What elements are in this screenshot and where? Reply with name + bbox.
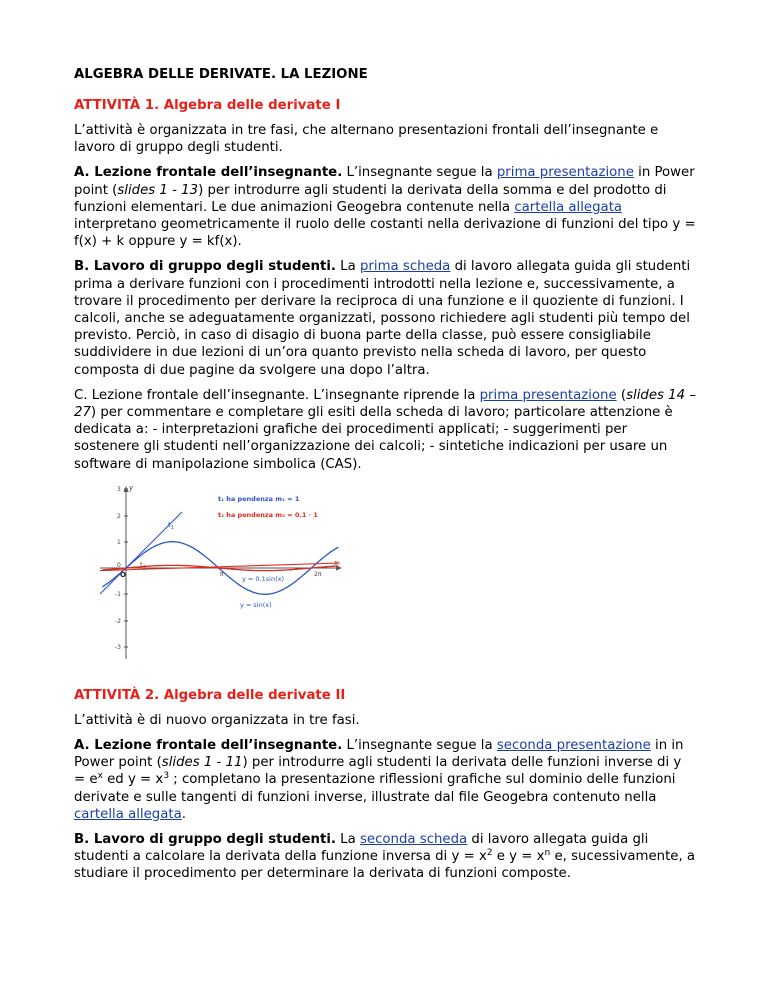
origin-label: O [120, 570, 126, 579]
superscript: n [544, 848, 551, 859]
text: L’insegnante segue la [342, 738, 497, 754]
x-tick-2pi: 2π [314, 570, 322, 578]
link-cartella-allegata-2[interactable]: cartella allegata [74, 806, 182, 822]
document-body [74, 66, 696, 891]
text: di lavoro allegata guida gli studenti prima a derivare funzioni con i procedimenti introdotti nella lezione e, successivamente, a trovare il procedimento per derivare la reciproca di una funzione e il quoziente di funzioni. I calcoli, anche se adeguatamente organizzati, possono richiedere agli studenti più tempo del previsto. Perciò, in caso di disagio di buona parte della classe, può essere consigliabile suddividere in due lezioni di un’ora quanto previsto nella scheda di lavoro, per questo composta di due pagine da svolgere una dopo l’altra. [74, 259, 691, 378]
activity2-phase-a [74, 737, 696, 823]
phase-b-label: B. Lavoro di gruppo degli studenti. [74, 259, 336, 275]
phase-b-label: B. Lavoro di gruppo degli studenti. [74, 832, 336, 848]
slides-ref: slides 1 - 11 [161, 755, 243, 771]
text: t [140, 560, 143, 569]
link-prima-presentazione[interactable]: prima presentazione [496, 165, 634, 181]
sine-tangent-figure [96, 483, 346, 661]
text: t [168, 520, 171, 529]
legend-t2: t₂ ha pendenza m₂ = 0.1 · 1 [218, 510, 318, 519]
superscript: 3 [163, 771, 170, 782]
y-tick-label: 1 [117, 538, 121, 546]
activity1-phase-a [74, 164, 696, 250]
text: ) per introdurre agli studenti la derivata della somma e del prodotto di funzioni elementari. Le due animazioni Geogebra contenute nella [74, 182, 667, 215]
text: C. Lezione frontale dell’insegnante. L’insegnante riprende la [74, 387, 480, 403]
text: 1 [170, 524, 174, 531]
text: e y = x [492, 849, 545, 865]
y-tick-label: -2 [115, 617, 121, 625]
text: interpretano geometricamente il ruolo delle costanti nella derivazione di funzioni del tipo y = f(x) + k oppure y = kf(x). [74, 217, 696, 250]
link-prima-scheda[interactable]: prima scheda [359, 259, 451, 275]
text: . [181, 806, 186, 822]
text: ; completano la presentazione riflessioni grafiche sul dominio delle funzioni derivate e sulle tangenti di funzioni inverse, illustrate dal file Geogebra contenuto nella [74, 772, 676, 805]
slides-ref: slides 1 - 13 [117, 182, 199, 198]
text: ( [616, 387, 627, 403]
link-seconda-scheda[interactable]: seconda scheda [359, 832, 468, 848]
activity1-phase-b [74, 258, 696, 378]
y-tick-label: -1 [115, 590, 121, 598]
text: ) per commentare e completare gli esiti della scheda di lavoro; particolare attenzione è dedicata a: - interpretazioni grafiche dei procedimenti applicati; - suggerimenti per sostenere gli studenti nell’organizzazione dei calcoli; - sintetiche indicazioni per usare un software di manipolazione simbolica (CAS). [74, 405, 673, 472]
superscript: 2 [486, 848, 493, 859]
link-prima-presentazione-2[interactable]: prima presentazione [479, 387, 617, 403]
activity1-phase-c [74, 387, 696, 473]
phase-a-label: A. Lezione frontale dell’insegnante. [74, 738, 343, 754]
text: e, sucessivamente, a studiare il procedimento per determinare la derivata di funzioni composte. [74, 849, 696, 882]
activity2-heading: ATTIVITÀ 2. Algebra delle derivate II [74, 687, 346, 703]
text: 2 [142, 564, 146, 571]
label-big-curve: y = sin(x) [240, 600, 272, 609]
y-tick-label: -3 [115, 643, 121, 651]
graph-svg [96, 483, 346, 661]
label-small-curve: y = 0.1sin(x) [242, 574, 284, 583]
text: in in Power point ( [74, 738, 684, 771]
superscript: x [97, 771, 103, 782]
text: ) per introdurre agli studenti la derivata delle funzioni inverse di y = e [74, 755, 682, 788]
link-cartella-allegata[interactable]: cartella allegata [514, 199, 623, 215]
y-tick-label: 2 [117, 512, 121, 520]
text: La [335, 832, 360, 848]
text: La [335, 259, 360, 275]
text: di lavoro allegata guida gli studenti a calcolare la derivata della funzione inversa di y = x [74, 832, 649, 865]
y-tick-label: 0 [117, 561, 121, 569]
phase-a-label: A. Lezione frontale dell’insegnante. [74, 165, 343, 181]
activity2-intro: L’attività è di nuovo organizzata in tre fasi. [74, 712, 360, 728]
activity1-intro: L’attività è organizzata in tre fasi, che alternano presentazioni frontali dell’insegnante e lavoro di gruppo degli studenti. [74, 123, 659, 156]
slides-ref: slides 14 – 27 [74, 387, 696, 421]
text: in Power point ( [74, 165, 695, 198]
link-seconda-presentazione[interactable]: seconda presentazione [496, 738, 651, 754]
y-tick-label: 3 [117, 485, 121, 493]
text: L’insegnante segue la [342, 165, 497, 181]
x-tick-pi: π [220, 570, 224, 578]
text: ed y = x [102, 772, 164, 788]
y-axis-label: y [129, 483, 134, 492]
document-title: ALGEBRA DELLE DERIVATE. LA LEZIONE [74, 67, 368, 82]
legend-t1: t₁ ha pendenza m₁ = 1 [218, 494, 300, 503]
activity1-heading: ATTIVITÀ 1. Algebra delle derivate I [74, 98, 341, 113]
activity2-phase-b [74, 831, 696, 883]
